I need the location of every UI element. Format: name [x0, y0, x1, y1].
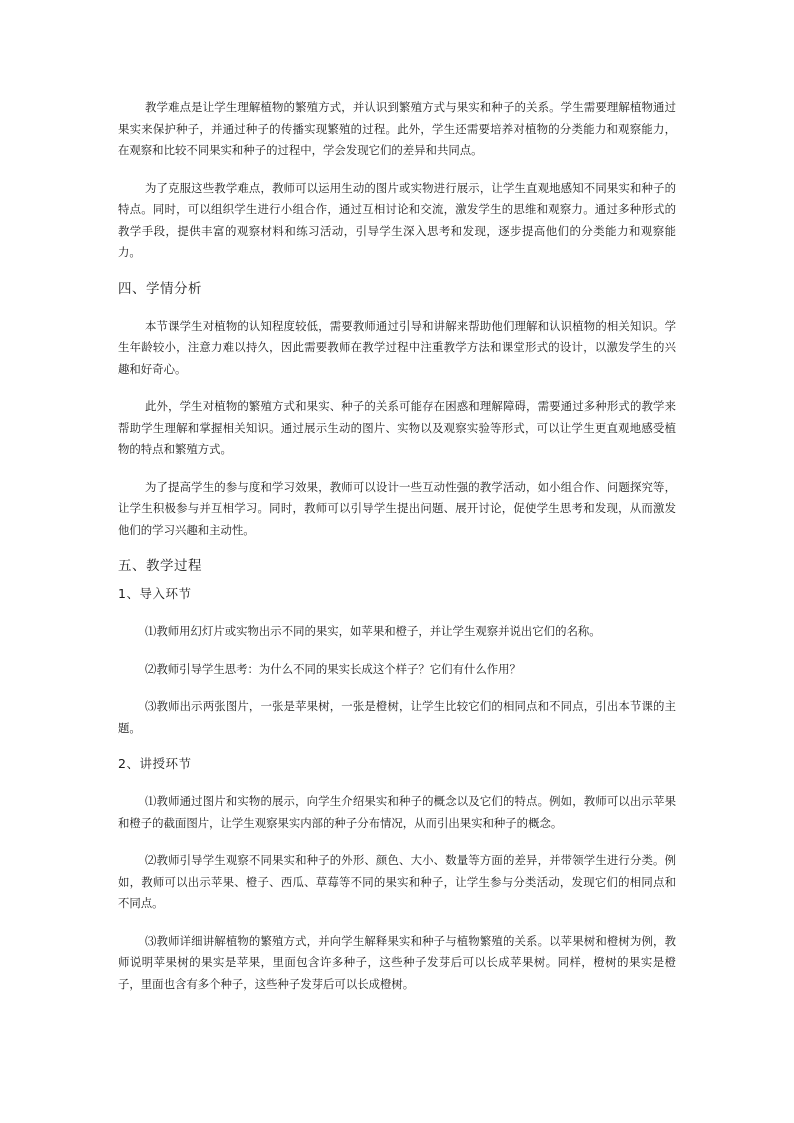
document-content — [118, 97, 676, 995]
list-item: ⑴教师通过图片和实物的展示，向学生介绍果实和种子的概念以及它们的特点。例如，教师可以出示苹果和橙子的截面图片，让学生观察果实内部的种子分布情况，从而引出果实和种子的概念。 — [118, 794, 676, 830]
list-item: ⑵教师引导学生观察不同果实和种子的外形、颜色、大小、数量等方面的差异，并带领学生进行分类。例如，教师可以出示苹果、橙子、西瓜、草莓等不同的果实和种子，让学生参与分类活动，发现它们的相同点和不同点。 — [118, 853, 676, 910]
subheading-introduction: 1、导入环节 — [118, 586, 192, 601]
section-heading-student-analysis: 四、学情分析 — [118, 280, 202, 297]
list-item: ⑵教师引导学生思考：为什么不同的果实长成这个样子？它们有什么作用？ — [145, 661, 521, 676]
subheading-teaching: 2、讲授环节 — [118, 756, 192, 771]
list-item: ⑶教师出示两张图片，一张是苹果树，一张是橙树，让学生比较它们的相同点和不同点，引出本节课的主题。 — [118, 699, 676, 735]
paragraph-overcome: 为了克服这些教学难点，教师可以运用生动的图片或实物进行展示，让学生直观地感知不同果实和种子的特点。同时，可以组织学生进行小组合作，通过互相讨论和交流，激发学生的思维和观察力。通过多种形式的教学手段，提供丰富的观察材料和练习活动，引导学生深入思考和发现，逐步提高他们的分类能力和观察能力。 — [118, 180, 676, 259]
list-item: ⑴教师用幻灯片或实物出示不同的果实，如苹果和橙子，并让学生观察并说出它们的名称。 — [145, 624, 601, 638]
paragraph-participation: 为了提高学生的参与度和学习效果，教师可以设计一些互动性强的教学活动，如小组合作、问题探究等，让学生积极参与并互相学习。同时，教师可以引导学生提出问题、展开讨论，促使学生思考和发现，从而激发他们的学习兴趣和主动性。 — [118, 479, 676, 537]
paragraph-student-level: 本节课学生对植物的认知程度较低，需要教师通过引导和讲解来帮助他们理解和认识植物的相关知识。学生年龄较小，注意力难以持久，因此需要教师在教学过程中注重教学方法和课堂形式的设计，以激发学生的兴趣和好奇心。 — [118, 318, 676, 376]
paragraph-difficulty: 教学难点是让学生理解植物的繁殖方式，并认识到繁殖方式与果实和种子的关系。学生需要理解植物通过果实来保护种子，并通过种子的传播实现繁殖的过程。此外，学生还需要培养对植物的分类能力和观察能力，在观察和比较不同果实和种子的过程中，学会发现它们的差异和共同点。 — [118, 100, 676, 157]
list-item: ⑶教师详细讲解植物的繁殖方式，并向学生解释果实和种子与植物繁殖的关系。以苹果树和橙树为例，教师说明苹果树的果实是苹果，里面包含许多种子，这些种子发芽后可以长成苹果树。同样，橙树的果实是橙子，里面也含有多个种子，这些种子发芽后可以长成橙树。 — [118, 933, 676, 991]
paragraph-student-confusion: 此外，学生对植物的繁殖方式和果实、种子的关系可能存在困惑和理解障碍，需要通过多种形式的教学来帮助学生理解和掌握相关知识。通过展示生动的图片、实物以及观察实验等形式，可以让学生更直观地感受植物的特点和繁殖方式。 — [118, 399, 676, 456]
section-heading-teaching-process: 五、教学过程 — [118, 558, 202, 574]
